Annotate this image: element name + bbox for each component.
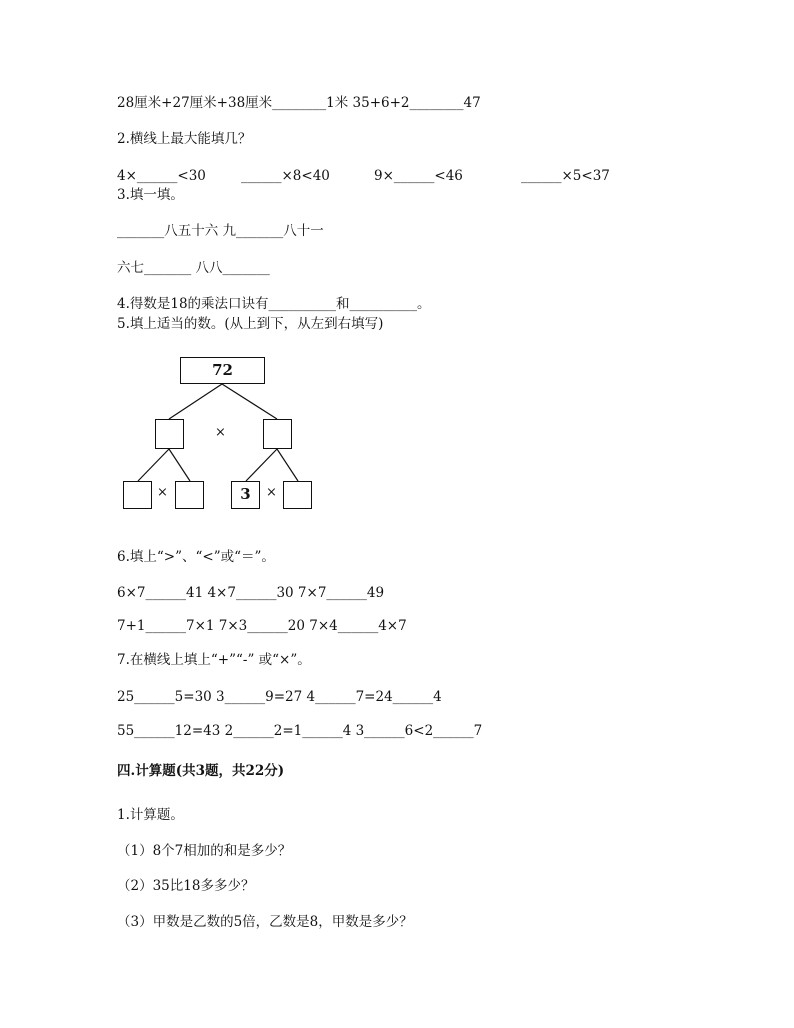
question-7-line-2: 55______12=43 2______2=1______4 3______6<2______7 — [117, 723, 483, 739]
tree-root-value: 72 — [212, 361, 233, 379]
question-3-line-2: 六七_______ 八八_______ — [117, 260, 270, 276]
tree-right-box[interactable] — [263, 419, 292, 449]
tree-leaf-box-2[interactable] — [175, 481, 204, 509]
tree-times-sign-middle: × — [215, 425, 226, 440]
tree-given-value: 3 — [240, 485, 251, 503]
tree-leaf-box-1[interactable] — [123, 481, 152, 509]
question-5-title: 5.填上适当的数。(从上到下，从左到右填写) — [117, 316, 384, 332]
question-3-line-1: _______八五十六 九_______八十一 — [117, 223, 324, 239]
question-2-item-a: 4×______<30 — [117, 168, 206, 184]
tree-times-sign-left: × — [157, 485, 168, 500]
question-7-title: 7.在横线上填上“+”“-” 或“×”。 — [117, 652, 311, 668]
question-6-title: 6.填上“>”、“<”或“＝”。 — [117, 549, 275, 565]
calc-question-1-part-2: （2）35比18多多少？ — [117, 878, 255, 894]
question-2-item-b: ______×8<40 — [241, 168, 330, 184]
question-7-line-1: 25______5=30 3______9=27 4______7=24______4 — [117, 689, 442, 705]
tree-times-sign-right: × — [266, 485, 277, 500]
question-6-line-1: 6×7______41 4×7______30 7×7______49 — [117, 585, 385, 601]
calc-question-1-part-3: （3）甲数是乙数的5倍，乙数是8，甲数是多少？ — [117, 914, 413, 930]
question-2-item-c: 9×______<46 — [374, 168, 463, 184]
calc-question-1-part-1: （1）8个7相加的和是多少？ — [117, 843, 292, 859]
question-3-title: 3.填一填。 — [117, 187, 184, 203]
question-2-title: 2.横线上最大能填几？ — [117, 131, 252, 147]
tree-leaf-box-4[interactable] — [283, 481, 312, 509]
calc-question-1-title: 1.计算题。 — [117, 807, 184, 823]
fill-line-1: 28厘米+27厘米+38厘米________1米 35+6+2________47 — [117, 95, 481, 111]
tree-left-box[interactable] — [155, 419, 184, 449]
section-4-heading: 四.计算题(共3题，共22分) — [117, 763, 285, 779]
question-6-line-2: 7+1______7×1 7×3______20 7×4______4×7 — [117, 618, 407, 634]
question-2-item-d: ______×5<37 — [521, 168, 610, 184]
question-4: 4.得数是18的乘法口诀有__________和__________。 — [117, 296, 431, 312]
